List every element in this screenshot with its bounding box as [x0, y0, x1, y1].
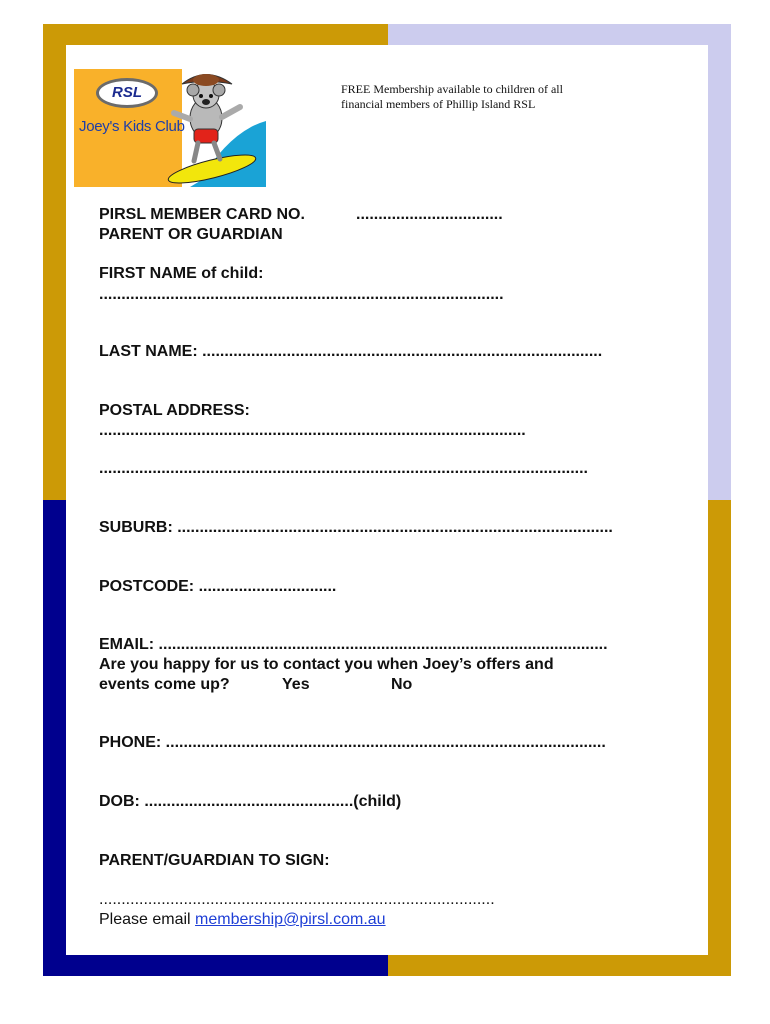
koala-surfer-icon [160, 71, 266, 187]
first-name-field[interactable]: ........................................................................................... [99, 286, 504, 303]
membership-form [66, 45, 708, 955]
contact-question-end: events come up? [99, 676, 230, 693]
dob-field[interactable]: DOB: ...............................................(child) [99, 793, 402, 810]
postal-address-label: POSTAL ADDRESS: [99, 402, 250, 419]
signature-field[interactable]: ......................................................................................... [99, 891, 495, 908]
please-email-text: Please email [99, 911, 196, 928]
joeys-kids-club-logo [74, 69, 266, 187]
no-option[interactable]: No [391, 676, 413, 693]
club-name: Joey's Kids Club [79, 118, 185, 135]
last-name-field[interactable]: LAST NAME: .......................................................................................... [99, 343, 603, 360]
postcode-field[interactable]: POSTCODE: ............................... [99, 578, 337, 595]
first-name-label: FIRST NAME of child: [99, 265, 264, 282]
rsl-emblem: RSL [96, 78, 158, 108]
email-field[interactable]: EMAIL: ..................................................................................................... [99, 636, 608, 653]
phone-field[interactable]: PHONE: ................................................................................................... [99, 734, 606, 751]
contact-question: Are you happy for us to contact you when Joey’s offers and [99, 656, 554, 673]
card-number-label: PIRSL MEMBER CARD NO. [99, 206, 305, 223]
guardian-label: PARENT OR GUARDIAN [99, 226, 283, 243]
yes-option[interactable]: Yes [282, 676, 310, 693]
email-instruction [99, 910, 386, 929]
suburb-field[interactable]: SUBURB: .................................................................................................. [99, 519, 613, 536]
postal-address-field-2[interactable]: .............................................................................................................. [99, 460, 588, 477]
postal-address-field-1[interactable]: ................................................................................................ [99, 422, 526, 439]
card-number-field[interactable]: ................................. [356, 206, 503, 223]
free-line-1: FREE Membership available to children of all [341, 82, 563, 96]
membership-email-link[interactable]: membership@pirsl.com.au [195, 911, 386, 928]
signature-label: PARENT/GUARDIAN TO SIGN: [99, 852, 330, 869]
free-membership-note [341, 82, 621, 112]
free-line-2: financial members of Phillip Island RSL [341, 97, 536, 111]
